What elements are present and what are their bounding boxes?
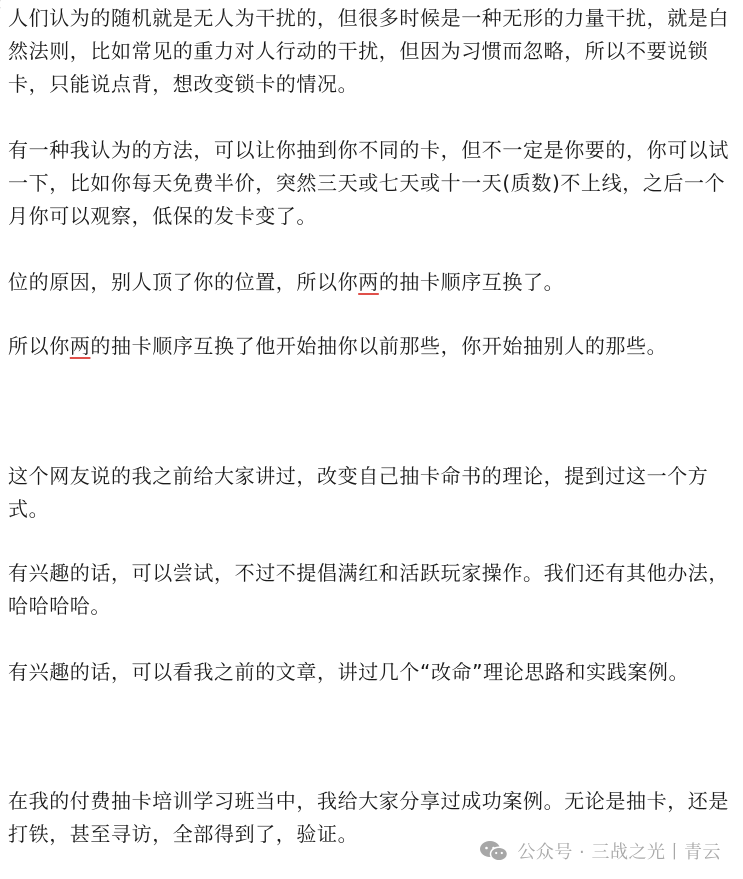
paragraph-3-text-a: 位的原因，别人顶了你的位置，所以你 <box>8 270 359 294</box>
paragraph-2: 有一种我认为的方法，可以让你抽到你不同的卡，但不一定是你要的，你可以试一下，比如你每天免费半价，突然三天或七天或十一天(质数)不上线，之后一个月你可以观察，低保的发卡变了。 <box>8 138 729 228</box>
spelling-flag-word[interactable]: 两 <box>358 270 379 294</box>
paragraph-3 <box>8 266 735 299</box>
paragraph-4 <box>8 330 735 363</box>
paragraph-7: 有兴趣的话，可以看我之前的文章，讲过几个“改命”理论思路和实践案例。 <box>8 660 690 684</box>
paragraph-3-text-b: 的抽卡顺序互换了。 <box>378 270 565 294</box>
corner-fold-mark <box>0 0 4 8</box>
paragraph-5: 这个网友说的我之前给大家讲过，改变自己抽卡命书的理论，提到过这一个方式。 <box>8 464 709 521</box>
paragraph-6: 有兴趣的话，可以尝试，不过不提倡满红和活跃玩家操作。我们还有其他办法，哈哈哈哈。 <box>8 561 729 618</box>
watermark-text: 公众号 · 三战之光丨青云 <box>517 842 721 863</box>
paragraph-4-text-a: 所以你 <box>8 334 70 358</box>
paragraph-4-text-b: 的抽卡顺序互换了他开始抽你以前那些，你开始抽别人的那些。 <box>90 334 668 358</box>
account-watermark <box>479 838 721 864</box>
spelling-flag-word[interactable]: 两 <box>69 334 91 358</box>
paragraph-1: 人们认为的随机就是无人为干扰的，但很多时候是一种无形的力量干扰，就是白然法则，比如常见的重力对人行动的干扰，但因为习惯而忽略，所以不要说锁卡，只能说点背，想改变锁卡的情况。 <box>8 6 729 96</box>
wechat-icon <box>479 840 509 862</box>
paragraph-8: 在我的付费抽卡培训学习班当中，我给大家分享过成功案例。无论是抽卡，还是打铁，甚至寻访，全部得到了，验证。 <box>8 789 729 846</box>
